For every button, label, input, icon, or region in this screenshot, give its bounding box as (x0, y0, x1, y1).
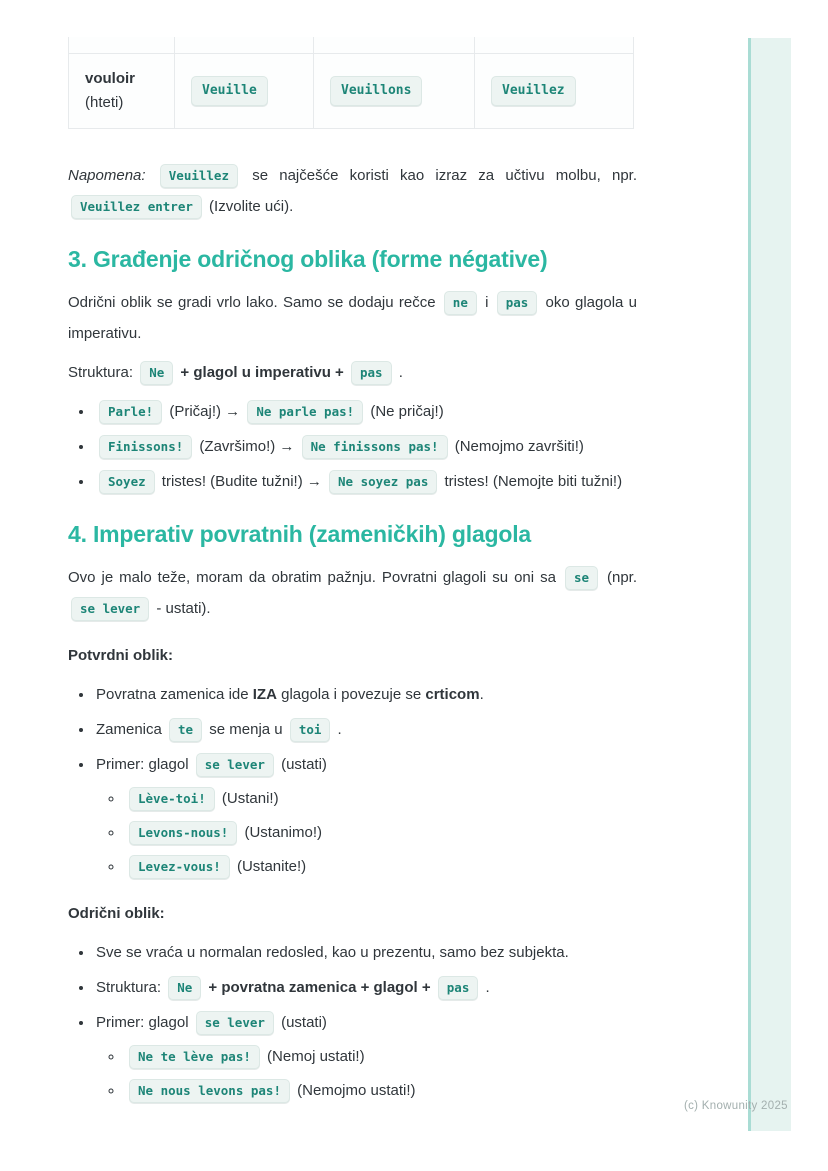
table-cell-nous-form (314, 53, 475, 128)
negative-examples-sublist (96, 1041, 637, 1106)
sub-list-item (124, 1041, 637, 1072)
text-segment: Povratna zamenica ide (96, 685, 253, 703)
code-badge: Ne (140, 361, 173, 385)
text-segment: (ustati) (276, 755, 327, 773)
negative-rules-list (68, 937, 637, 1106)
text-segment: (Pričaj!) → (165, 402, 245, 420)
table-cell-empty (475, 37, 634, 53)
list-item (94, 972, 637, 1003)
copyright-watermark: (c) Knowunity 2025 (684, 1100, 788, 1112)
text-segment: Zamenica (96, 720, 167, 738)
list-item (94, 466, 637, 497)
code-badge: Ne nous levons pas! (129, 1079, 290, 1103)
code-badge: Ne te lève pas! (129, 1045, 260, 1069)
code-badge: Finissons! (99, 435, 192, 459)
text-segment: + povratna zamenica + glagol + (204, 978, 435, 996)
code-badge: pas (351, 361, 392, 385)
section-3-heading: 3. Građenje odričnog oblika (forme négative) (68, 245, 548, 272)
code-badge: Ne parle pas! (247, 400, 363, 424)
sub-list-item (124, 1075, 637, 1106)
list-item-text (96, 1014, 327, 1031)
text-segment: + glagol u imperativu + (176, 363, 348, 381)
code-badge: se (565, 566, 598, 590)
list-item (94, 1007, 637, 1106)
text-segment: - ustati). (152, 599, 211, 617)
conjugation-table (68, 37, 637, 129)
text-segment: (Nemojmo ustati!) (293, 1081, 416, 1099)
affirmative-form-label: Potvrdni oblik: (68, 646, 173, 664)
section-3-structure-line (68, 357, 637, 388)
sub-list-item (124, 783, 637, 814)
code-badge: pas (438, 976, 479, 1000)
code-badge: se lever (71, 597, 149, 621)
code-badge: Ne finissons pas! (302, 435, 448, 459)
section-3-intro (68, 287, 637, 349)
text-segment: i (479, 293, 494, 311)
table-cell-verb (69, 53, 175, 128)
list-item-text (96, 756, 327, 773)
text-segment: . (394, 363, 403, 381)
code-badge: Lève-toi! (129, 787, 215, 811)
list-item (94, 396, 637, 427)
text-segment: . (479, 685, 484, 703)
code-badge: Veuillez entrer (71, 195, 202, 219)
text-segment: . (481, 978, 490, 996)
table-cell-empty (175, 37, 314, 53)
table-row-vouloir (69, 53, 634, 128)
side-accent-bar (748, 38, 791, 1131)
text-segment: IZA (252, 685, 277, 703)
text-segment: (npr. (601, 568, 638, 586)
text-segment: tristes! (Budite tužni!) → (157, 472, 327, 490)
code-badge: te (169, 718, 202, 742)
section-4-heading: 4. Imperativ povratnih (zameničkih) glagola (68, 520, 532, 547)
code-badge: Ne (168, 976, 201, 1000)
text-segment: Struktura: (68, 363, 138, 381)
text-segment: se menja u (205, 720, 287, 738)
verb-name: vouloir (85, 69, 136, 87)
document-content (68, 37, 637, 1114)
text-segment: se najčešće koristi kao izraz za učtivu molbu, npr. (240, 166, 637, 184)
code-badge: Parle! (99, 400, 162, 424)
list-item (94, 679, 637, 710)
text-segment: (Završimo!) → (195, 437, 299, 455)
code-badge: pas (497, 291, 538, 315)
code-badge: Veuille (191, 76, 268, 106)
verb-translation: (hteti) (85, 93, 124, 111)
text-segment: (Nemojmo završiti!) (450, 437, 584, 455)
table-cell-empty (314, 37, 475, 53)
table-row-partial (69, 37, 634, 53)
text-segment: (Izvolite ući). (204, 197, 294, 215)
affirmative-rules-list (68, 679, 637, 882)
code-badge: Levons-nous! (129, 821, 237, 845)
affirmative-examples-sublist (96, 783, 637, 882)
code-badge: Veuillez (491, 76, 576, 106)
text-segment: (Ustani!) (217, 789, 279, 807)
text-segment: crticom (425, 685, 480, 703)
text-segment: (Nemoj ustati!) (262, 1047, 365, 1065)
text-segment: (Ustanimo!) (240, 823, 322, 841)
note-paragraph (68, 160, 637, 222)
negative-form-label: Odrični oblik: (68, 904, 165, 922)
list-item (94, 431, 637, 462)
text-segment: Odrični oblik se gradi vrlo lako. Samo se dodaju rečce (68, 293, 441, 311)
sub-list-item (124, 817, 637, 848)
table-cell-empty (69, 37, 175, 53)
text-segment: tristes! (Nemojte biti tužni!) (440, 472, 623, 490)
text-segment: (Ne pričaj!) (366, 402, 444, 420)
list-item (94, 937, 637, 968)
code-badge: Ne soyez pas (329, 470, 437, 494)
text-segment: Napomena: (68, 166, 157, 184)
code-badge: Veuillez (160, 164, 238, 188)
list-item (94, 749, 637, 882)
text-segment: (ustati) (276, 1013, 327, 1031)
code-badge: se lever (196, 753, 274, 777)
code-badge: toi (290, 718, 331, 742)
text-segment: glagola i povezuje se (276, 685, 426, 703)
text-segment: Primer: glagol (96, 1013, 193, 1031)
code-badge: Soyez (99, 470, 155, 494)
list-item (94, 714, 637, 745)
text-segment: Ovo je malo teže, moram da obratim pažnju. Povratni glagoli su oni sa (68, 568, 562, 586)
table-cell-vous-form (475, 53, 634, 128)
text-segment: Struktura: (96, 978, 166, 996)
text-segment: Primer: glagol (96, 755, 193, 773)
text-segment: . (333, 720, 342, 738)
code-badge: se lever (196, 1011, 274, 1035)
text-segment: Sve se vraća u normalan redosled, kao u prezentu, samo bez subjekta. (96, 943, 569, 961)
text-segment: oko glagola u imperativu. (68, 293, 637, 342)
code-badge: Veuillons (330, 76, 422, 106)
code-badge: ne (444, 291, 477, 315)
table-cell-tu-form (175, 53, 314, 128)
code-badge: Levez-vous! (129, 855, 230, 879)
sub-list-item (124, 851, 637, 882)
text-segment: (Ustanite!) (232, 857, 307, 875)
section-4-intro (68, 562, 637, 624)
negation-examples-list (68, 396, 637, 497)
